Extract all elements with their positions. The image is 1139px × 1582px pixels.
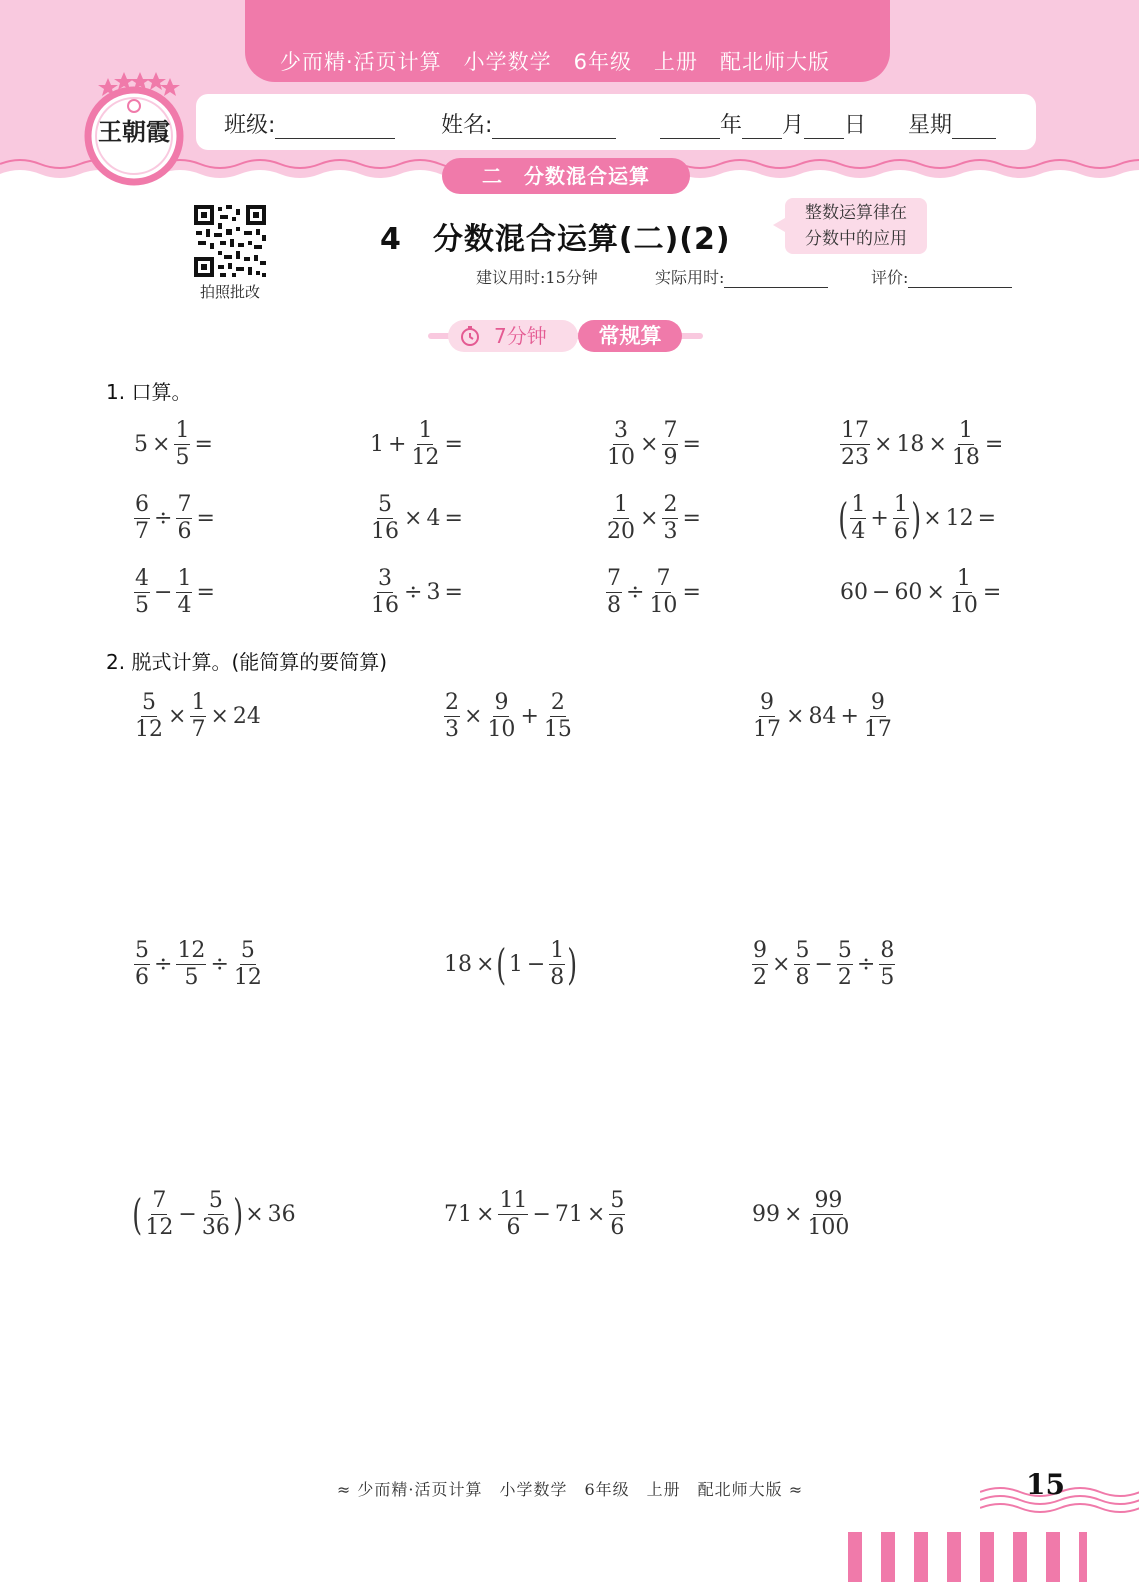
math-symbol: +: [388, 432, 407, 457]
q2-item[interactable]: [442, 1188, 627, 1241]
page-number: 15: [1026, 1468, 1065, 1501]
math-symbol: 99: [752, 1202, 780, 1227]
fraction: [410, 418, 440, 471]
math-symbol: 84: [808, 704, 837, 729]
math-symbol: ×: [928, 432, 947, 457]
denominator: 17: [863, 717, 892, 742]
math-symbol: −: [154, 580, 173, 605]
fraction: [174, 418, 190, 471]
topic-tag-line1: 整数运算律在: [805, 203, 907, 223]
numerator: 9: [753, 938, 767, 963]
fraction: [893, 492, 909, 545]
parenthesis: (: [132, 1189, 143, 1239]
math-symbol: ×: [464, 704, 483, 729]
numerator: 7: [607, 566, 621, 591]
denominator: 5: [880, 965, 895, 990]
parenthesis: ): [911, 493, 921, 543]
math-symbol: ×: [772, 952, 791, 977]
year-blank[interactable]: [660, 115, 720, 139]
numerator: 1: [550, 938, 565, 963]
class-blank[interactable]: [275, 115, 395, 139]
fraction: [840, 418, 870, 471]
q1-item[interactable]: [132, 418, 215, 471]
numerator: 5: [837, 938, 852, 963]
denominator: 3: [445, 717, 459, 742]
denominator: 2: [753, 965, 767, 990]
numerator: 5: [795, 938, 810, 963]
math-symbol: 18: [444, 952, 472, 977]
q2-item[interactable]: [132, 1188, 298, 1241]
year-label: 年: [720, 113, 743, 138]
denominator: 100: [807, 1215, 850, 1240]
denominator: 7: [191, 717, 206, 742]
numerator: 12: [177, 938, 206, 963]
fraction: [949, 566, 979, 619]
math-symbol: ×: [168, 704, 187, 729]
math-symbol: 3: [426, 580, 441, 605]
numerator: 1: [956, 566, 971, 591]
numerator: 1: [614, 492, 628, 517]
fraction: [606, 566, 622, 619]
numerator: 5: [240, 938, 255, 963]
actual-time-field[interactable]: [655, 265, 828, 288]
denominator: 6: [893, 519, 908, 544]
math-symbol: =: [982, 580, 1002, 605]
denominator: 10: [649, 593, 678, 618]
math-symbol: +: [520, 704, 539, 729]
logo-text: 王朝霞: [98, 117, 170, 146]
series-title: 少而精·活页计算 小学数学 6年级 上册 配北师大版: [279, 50, 831, 74]
parenthesis: (: [838, 493, 849, 543]
q1-item[interactable]: [838, 566, 1003, 619]
numerator: 4: [135, 566, 149, 591]
math-symbol: +: [840, 704, 859, 729]
numerator: 3: [378, 566, 392, 591]
name-field[interactable]: [441, 108, 616, 139]
math-symbol: ×: [586, 1202, 606, 1227]
q1-item[interactable]: [838, 492, 998, 545]
math-symbol: 1: [370, 432, 384, 457]
fraction: [370, 492, 400, 545]
numerator: 2: [445, 690, 459, 715]
brand-logo: [78, 70, 190, 186]
q1-item[interactable]: [368, 492, 465, 545]
numerator: 7: [663, 418, 678, 443]
denominator: 4: [851, 519, 866, 544]
numerator: 5: [208, 1188, 223, 1213]
fraction: [176, 566, 192, 619]
math-symbol: =: [196, 506, 215, 531]
actual-time-blank[interactable]: [724, 268, 828, 288]
math-symbol: ÷: [626, 580, 645, 605]
math-symbol: =: [196, 580, 215, 605]
denominator: 6: [135, 965, 149, 990]
numerator: 1: [191, 690, 206, 715]
fraction: [879, 938, 895, 991]
fraction: [850, 492, 866, 545]
math-symbol: =: [977, 506, 997, 531]
math-symbol: =: [682, 580, 701, 605]
denominator: 7: [135, 519, 149, 544]
math-symbol: ×: [640, 506, 659, 531]
numerator: 5: [142, 690, 156, 715]
math-symbol: ×: [152, 432, 171, 457]
numerator: 7: [177, 492, 192, 517]
math-symbol: −: [872, 580, 891, 605]
topic-tag-line2: 分数中的应用: [805, 229, 907, 249]
math-symbol: =: [444, 432, 463, 457]
denominator: 5: [175, 445, 190, 470]
math-symbol: ×: [874, 432, 893, 457]
q1-item[interactable]: [368, 566, 465, 619]
denominator: 17: [753, 717, 781, 742]
fraction: [806, 1188, 850, 1241]
denominator: 36: [201, 1215, 230, 1240]
numerator: 17: [841, 418, 869, 443]
math-symbol: ÷: [154, 952, 173, 977]
fraction: [444, 690, 460, 743]
math-symbol: ×: [640, 432, 659, 457]
numerator: 6: [135, 492, 149, 517]
fraction: [648, 566, 678, 619]
denominator: 8: [550, 965, 565, 990]
class-label: 班级:: [224, 113, 276, 138]
q2-heading: 2. 脱式计算。(能简算的要简算): [106, 650, 388, 674]
numerator: 3: [614, 418, 628, 443]
day-label: 日: [844, 113, 867, 138]
denominator: 6: [610, 1215, 625, 1240]
fraction: [144, 1188, 174, 1241]
q1-item[interactable]: [604, 418, 703, 471]
numerator: 2: [663, 492, 678, 517]
math-symbol: 1: [508, 952, 523, 977]
denominator: 23: [841, 445, 869, 470]
denominator: 10: [949, 593, 978, 618]
evaluation-label: 评价:: [871, 268, 909, 287]
denominator: 12: [135, 717, 163, 742]
numerator: 99: [814, 1188, 843, 1213]
math-symbol: 5: [134, 432, 148, 457]
q2-item[interactable]: [750, 690, 895, 743]
numerator: 1: [177, 566, 192, 591]
evaluation-field[interactable]: [871, 265, 1012, 288]
fraction: [233, 938, 263, 991]
math-symbol: 18: [896, 432, 925, 457]
math-symbol: 12: [945, 506, 974, 531]
q2-item[interactable]: [750, 938, 897, 991]
math-symbol: 60: [894, 580, 923, 605]
fraction: [134, 938, 150, 991]
q1-item[interactable]: [604, 492, 703, 545]
month-blank[interactable]: [742, 115, 782, 139]
math-symbol: −: [532, 1202, 551, 1227]
math-symbol: =: [444, 506, 463, 531]
math-symbol: 71: [444, 1202, 472, 1227]
weekday-blank[interactable]: [952, 115, 996, 139]
qr-label: 拍照批改: [199, 283, 260, 301]
denominator: 3: [663, 519, 678, 544]
numerator: 1: [175, 418, 190, 443]
badge-pill: 常规算: [578, 320, 682, 352]
fraction: [176, 938, 206, 991]
fraction: [549, 938, 565, 991]
math-symbol: 36: [267, 1202, 296, 1227]
math-symbol: =: [194, 432, 213, 457]
math-symbol: −: [526, 952, 546, 977]
math-symbol: 71: [554, 1202, 583, 1227]
denominator: 6: [177, 519, 192, 544]
math-symbol: ÷: [404, 580, 423, 605]
q2-item[interactable]: [132, 938, 265, 991]
weekday-field[interactable]: [908, 108, 996, 139]
denominator: 15: [543, 717, 572, 742]
math-symbol: 4: [426, 506, 441, 531]
q2-item[interactable]: [132, 690, 263, 743]
denominator: 12: [233, 965, 262, 990]
numerator: 5: [610, 1188, 625, 1213]
fraction: [606, 418, 636, 471]
actual-time-label: 实际用时:: [655, 268, 725, 287]
math-symbol: =: [682, 506, 701, 531]
weekday-label: 星期: [908, 113, 953, 138]
q1-item[interactable]: [604, 566, 703, 619]
class-field[interactable]: [224, 108, 395, 139]
denominator: 12: [145, 1215, 174, 1240]
numerator: 9: [760, 690, 774, 715]
q2-item[interactable]: [750, 1188, 852, 1241]
suggested-time: 建议用时:15分钟: [476, 268, 598, 287]
fraction: [752, 690, 782, 743]
math-symbol: 60: [840, 580, 868, 605]
numerator: 11: [499, 1188, 528, 1213]
fraction: [606, 492, 636, 545]
timer-pill: 7分钟: [448, 320, 578, 352]
fraction: [370, 566, 400, 619]
math-symbol: −: [178, 1202, 197, 1227]
math-symbol: ×: [923, 506, 942, 531]
qr-code-icon[interactable]: [192, 203, 268, 279]
name-label: 姓名:: [441, 113, 493, 138]
fraction: [951, 418, 981, 471]
parenthesis: ): [233, 1189, 243, 1239]
denominator: 4: [177, 593, 192, 618]
numerator: 5: [135, 938, 149, 963]
math-symbol: 24: [232, 704, 261, 729]
day-blank[interactable]: [804, 115, 844, 139]
fraction: [134, 566, 150, 619]
evaluation-blank[interactable]: [908, 268, 1012, 288]
fraction: [794, 938, 810, 991]
q2-item[interactable]: [442, 690, 575, 743]
fraction: [134, 690, 164, 743]
stopwatch-icon: [459, 325, 481, 347]
topic-tag: [785, 198, 927, 254]
fraction: [662, 418, 678, 471]
denominator: 20: [607, 519, 635, 544]
numerator: 9: [494, 690, 509, 715]
math-symbol: ×: [786, 704, 805, 729]
denominator: 16: [371, 593, 399, 618]
footer-series: ≈ 少而精·活页计算 小学数学 6年级 上册 配北师大版 ≈: [336, 1480, 804, 1499]
denominator: 16: [371, 519, 399, 544]
q1-heading: 1. 口算。: [106, 380, 192, 404]
denominator: 8: [607, 593, 621, 618]
math-symbol: =: [984, 432, 1004, 457]
fraction: [134, 492, 150, 545]
math-symbol: ×: [476, 1202, 495, 1227]
denominator: 12: [411, 445, 440, 470]
lesson-title: 4 分数混合运算(二)(2): [380, 222, 731, 257]
denominator: 18: [951, 445, 980, 470]
date-field[interactable]: [660, 108, 866, 139]
denominator: 5: [184, 965, 199, 990]
parenthesis: ): [567, 939, 578, 989]
month-label: 月: [782, 113, 805, 138]
fraction: [176, 492, 192, 545]
q1-item[interactable]: [838, 418, 1005, 471]
fraction: [662, 492, 678, 545]
fraction: [837, 938, 853, 991]
math-symbol: −: [814, 952, 833, 977]
math-symbol: ÷: [856, 952, 876, 977]
parenthesis: (: [496, 939, 507, 989]
math-symbol: ×: [404, 506, 423, 531]
q1-item[interactable]: [368, 418, 465, 471]
numerator: 7: [656, 566, 671, 591]
denominator: 6: [506, 1215, 521, 1240]
numerator: 8: [880, 938, 895, 963]
denominator: 5: [135, 593, 149, 618]
math-symbol: ×: [245, 1202, 264, 1227]
fraction: [609, 1188, 625, 1241]
denominator: 10: [487, 717, 516, 742]
math-symbol: =: [444, 580, 463, 605]
math-symbol: ×: [210, 704, 229, 729]
page-edge-bars: [848, 1532, 1088, 1582]
math-symbol: ÷: [154, 506, 173, 531]
math-symbol: =: [682, 432, 701, 457]
q1-item[interactable]: [132, 492, 217, 545]
fraction: [201, 1188, 231, 1241]
q1-item[interactable]: [132, 566, 217, 619]
math-symbol: ×: [926, 580, 945, 605]
math-symbol: ×: [476, 952, 495, 977]
math-symbol: ×: [784, 1202, 803, 1227]
denominator: 10: [607, 445, 635, 470]
math-symbol: +: [870, 506, 889, 531]
numerator: 7: [152, 1188, 167, 1213]
denominator: 9: [663, 445, 678, 470]
fraction: [752, 938, 768, 991]
fraction: [543, 690, 573, 743]
section-title: 二 分数混合运算: [442, 158, 690, 194]
numerator: 1: [958, 418, 973, 443]
q2-item[interactable]: [442, 938, 578, 991]
name-blank[interactable]: [492, 115, 616, 139]
numerator: 9: [870, 690, 885, 715]
fraction: [190, 690, 206, 743]
numerator: 2: [550, 690, 565, 715]
fraction: [498, 1188, 528, 1241]
math-symbol: ÷: [210, 952, 229, 977]
numerator: 1: [893, 492, 908, 517]
fraction: [486, 690, 516, 743]
denominator: 8: [795, 965, 810, 990]
denominator: 2: [837, 965, 852, 990]
fraction: [863, 690, 893, 743]
numerator: 1: [851, 492, 866, 517]
numerator: 1: [418, 418, 433, 443]
numerator: 5: [378, 492, 392, 517]
